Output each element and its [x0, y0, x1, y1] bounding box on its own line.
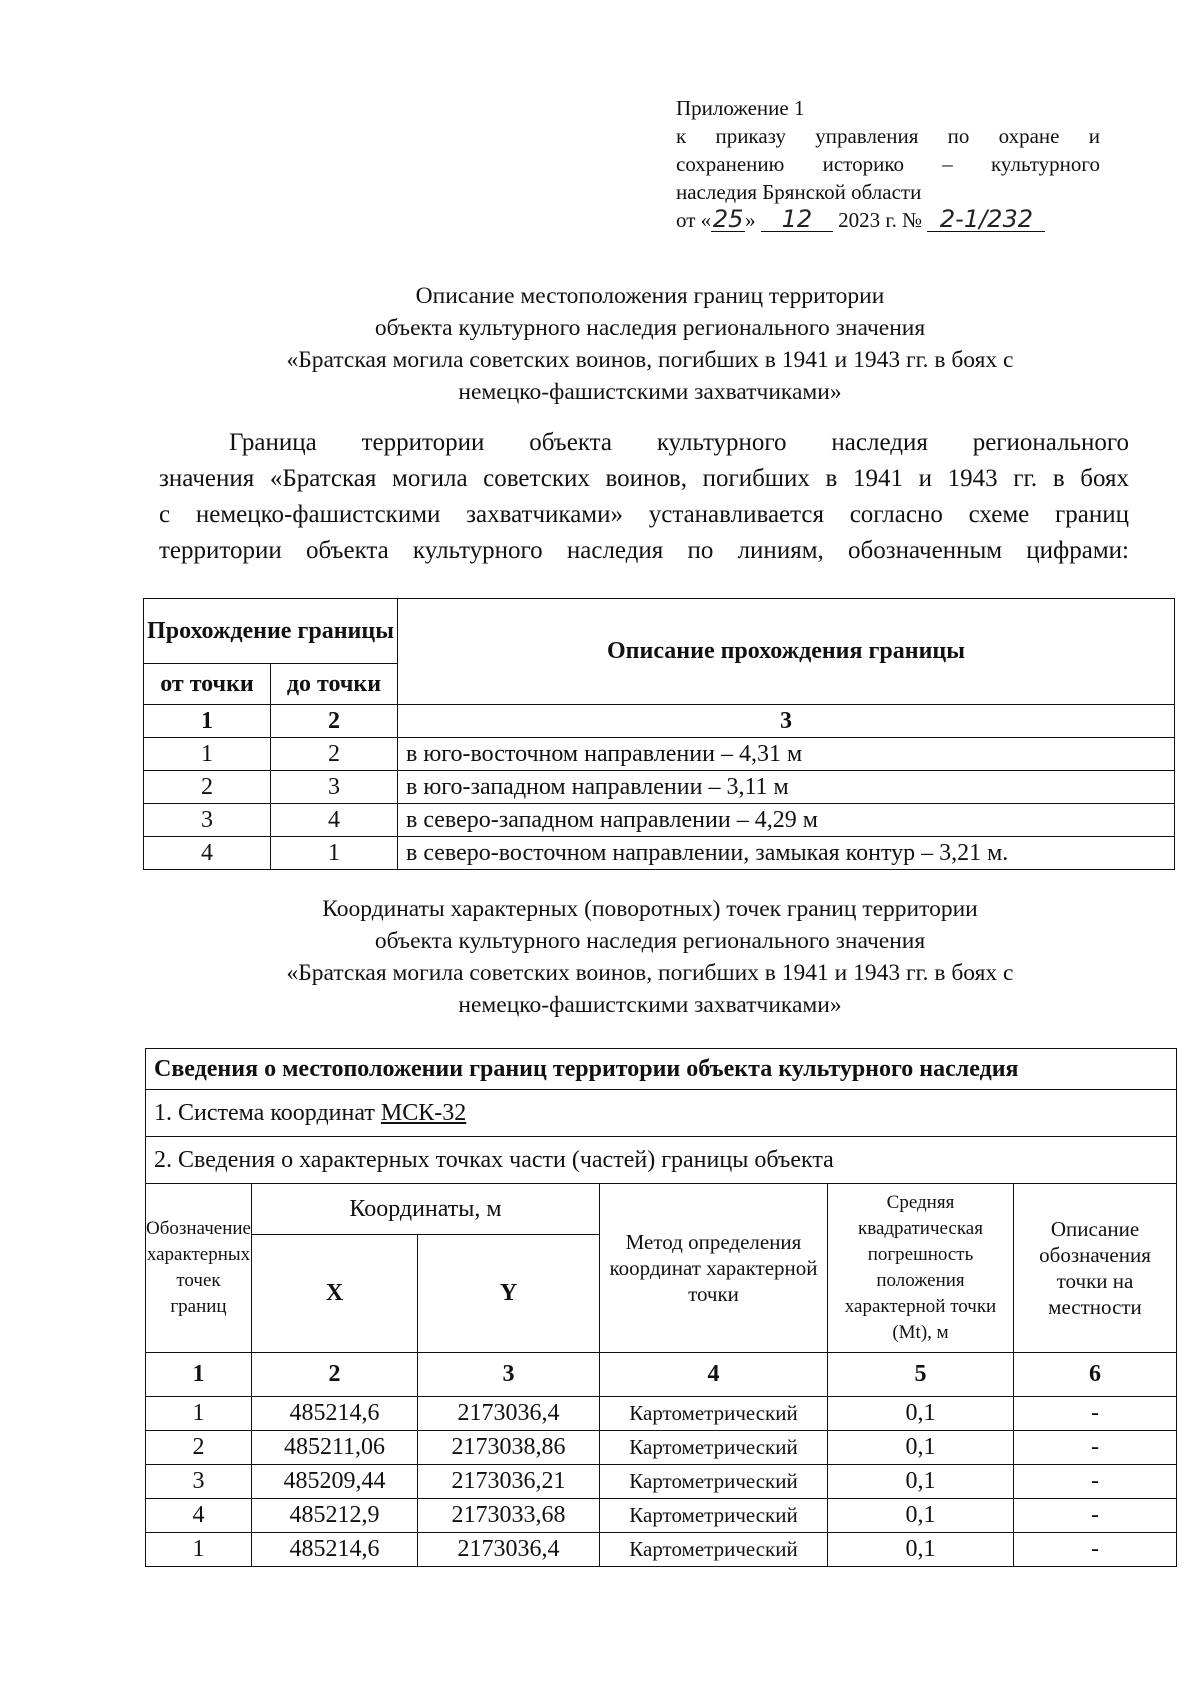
table-row — [144, 804, 1175, 837]
table-row — [146, 1533, 1177, 1567]
paragraph-line: значения «Братская могила советских воинов, погибших в 1941 и 1943 гг. в боях — [159, 465, 1129, 492]
table-row — [144, 837, 1175, 870]
document-number: 2-1/232 — [927, 207, 1045, 232]
column-number: 2 — [271, 705, 398, 738]
description-cell: - — [1014, 1499, 1177, 1533]
header-to-point: до точки — [271, 664, 398, 705]
appendix-order-line: к приказу управления по охране и — [676, 124, 1100, 148]
from-point-cell: 3 — [144, 804, 271, 837]
y-cell: 2173036,4 — [418, 1533, 600, 1567]
header-point-designation: Обозначение характерных точек границ — [146, 1184, 252, 1353]
column-number: 3 — [398, 705, 1175, 738]
point-cell: 2 — [146, 1431, 252, 1465]
title-line: немецко-фашистскими захватчиками» — [458, 379, 842, 405]
method-cell: Картометрический — [600, 1431, 828, 1465]
description-cell: в юго-восточном направлении – 4,31 м — [398, 738, 1175, 771]
column-number: 1 — [144, 705, 271, 738]
to-point-cell: 3 — [271, 771, 398, 804]
coordinate-system-row — [146, 1090, 1177, 1137]
date-day: 25 — [712, 205, 744, 233]
point-cell: 1 — [146, 1533, 252, 1567]
location-info-header: Сведения о местоположении границ территории объекта культурного наследия — [146, 1049, 1177, 1090]
to-point-cell: 1 — [271, 837, 398, 870]
method-cell: Картометрический — [600, 1499, 828, 1533]
points-info-header: 2. Сведения о характерных точках части (частей) границы объекта — [146, 1137, 1177, 1184]
title-line: объекта культурного наследия регионального значения — [374, 928, 926, 954]
method-cell: Картометрический — [600, 1397, 828, 1431]
paragraph-line: территории объекта культурного наследия по линиям, обозначенным цифрами: — [159, 537, 1129, 564]
point-cell: 3 — [146, 1465, 252, 1499]
coordinate-system-value: МСК-32 — [380, 1099, 467, 1126]
to-point-cell: 4 — [271, 804, 398, 837]
title-line: «Братская могила советских воинов, погибших в 1941 и 1943 гг. в боях с — [286, 960, 1014, 986]
coordinate-system-label: 1. Система координат — [154, 1099, 381, 1126]
x-cell: 485212,9 — [252, 1499, 418, 1533]
section-title-coordinates — [150, 893, 1150, 1021]
header-boundary-passage: Прохождение границы — [144, 599, 398, 664]
x-cell: 485211,06 — [252, 1431, 418, 1465]
title-line: Координаты характерных (поворотных) точек границ территории — [322, 896, 978, 922]
from-point-cell: 4 — [144, 837, 271, 870]
y-cell: 2173036,21 — [418, 1465, 600, 1499]
description-cell: - — [1014, 1431, 1177, 1465]
column-number: 2 — [252, 1353, 418, 1397]
header-description: Описание прохождения границы — [398, 599, 1175, 705]
error-cell: 0,1 — [828, 1397, 1014, 1431]
table-row — [146, 1499, 1177, 1533]
x-cell: 485214,6 — [252, 1533, 418, 1567]
method-cell: Картометрический — [600, 1533, 828, 1567]
header-error: Средняя квадратическая погрешность положения характерной точки (Mt), м — [828, 1184, 1014, 1353]
method-cell: Картометрический — [600, 1465, 828, 1499]
error-cell: 0,1 — [828, 1465, 1014, 1499]
header-point-description: Описание обозначения точки на местности — [1014, 1184, 1177, 1353]
to-point-cell: 2 — [271, 738, 398, 771]
header-from-point: от точки — [144, 664, 271, 705]
error-cell: 0,1 — [828, 1499, 1014, 1533]
title-line: Описание местоположения границ территории — [415, 283, 885, 309]
column-number: 6 — [1014, 1353, 1177, 1397]
from-point-cell: 2 — [144, 771, 271, 804]
column-number: 4 — [600, 1353, 828, 1397]
column-number: 3 — [418, 1353, 600, 1397]
description-cell: - — [1014, 1533, 1177, 1567]
table-row — [146, 1431, 1177, 1465]
y-cell: 2173038,86 — [418, 1431, 600, 1465]
date-month: 12 — [761, 207, 833, 232]
x-cell: 485214,6 — [252, 1397, 418, 1431]
appendix-block — [676, 94, 1100, 234]
title-line: немецко-фашистскими захватчиками» — [458, 992, 842, 1018]
boundary-passage-table — [143, 598, 1175, 870]
header-y: Y — [418, 1235, 600, 1353]
title-line: объекта культурного наследия регионального значения — [374, 315, 926, 341]
column-number: 5 — [828, 1353, 1014, 1397]
description-cell: в северо-западном направлении – 4,29 м — [398, 804, 1175, 837]
coordinates-table — [145, 1048, 1177, 1567]
boundary-paragraph — [159, 425, 1129, 569]
header-x: X — [252, 1235, 418, 1353]
appendix-order-line: наследия Брянской области — [676, 180, 922, 204]
table-row — [144, 771, 1175, 804]
appendix-order-line: сохранению историко – культурного — [676, 152, 1100, 176]
column-number: 1 — [146, 1353, 252, 1397]
point-cell: 1 — [146, 1397, 252, 1431]
y-cell: 2173033,68 — [418, 1499, 600, 1533]
error-cell: 0,1 — [828, 1533, 1014, 1567]
description-cell: в юго-западном направлении – 3,11 м — [398, 771, 1175, 804]
section-title-description — [150, 280, 1150, 408]
date-prefix: от « — [676, 208, 712, 232]
description-cell: - — [1014, 1397, 1177, 1431]
x-cell: 485209,44 — [252, 1465, 418, 1499]
point-cell: 4 — [146, 1499, 252, 1533]
date-year: 2023 г. № — [838, 208, 923, 232]
table-row — [144, 738, 1175, 771]
table-row — [146, 1465, 1177, 1499]
table-row — [146, 1397, 1177, 1431]
header-method: Метод определения координат характерной точки — [600, 1184, 828, 1353]
appendix-title: Приложение 1 — [676, 96, 805, 120]
title-line: «Братская могила советских воинов, погибших в 1941 и 1943 гг. в боях с — [286, 347, 1014, 373]
error-cell: 0,1 — [828, 1431, 1014, 1465]
header-coordinates: Координаты, м — [252, 1184, 600, 1235]
date-mid: » — [745, 208, 756, 232]
paragraph-line: с немецко-фашистскими захватчиками» устанавливается согласно схеме границ — [159, 501, 1129, 528]
paragraph-line: Граница территории объекта культурного наследия регионального — [229, 429, 1129, 456]
description-cell: в северо-восточном направлении, замыкая контур – 3,21 м. — [398, 837, 1175, 870]
appendix-date-line — [676, 206, 1100, 234]
from-point-cell: 1 — [144, 738, 271, 771]
y-cell: 2173036,4 — [418, 1397, 600, 1431]
description-cell: - — [1014, 1465, 1177, 1499]
